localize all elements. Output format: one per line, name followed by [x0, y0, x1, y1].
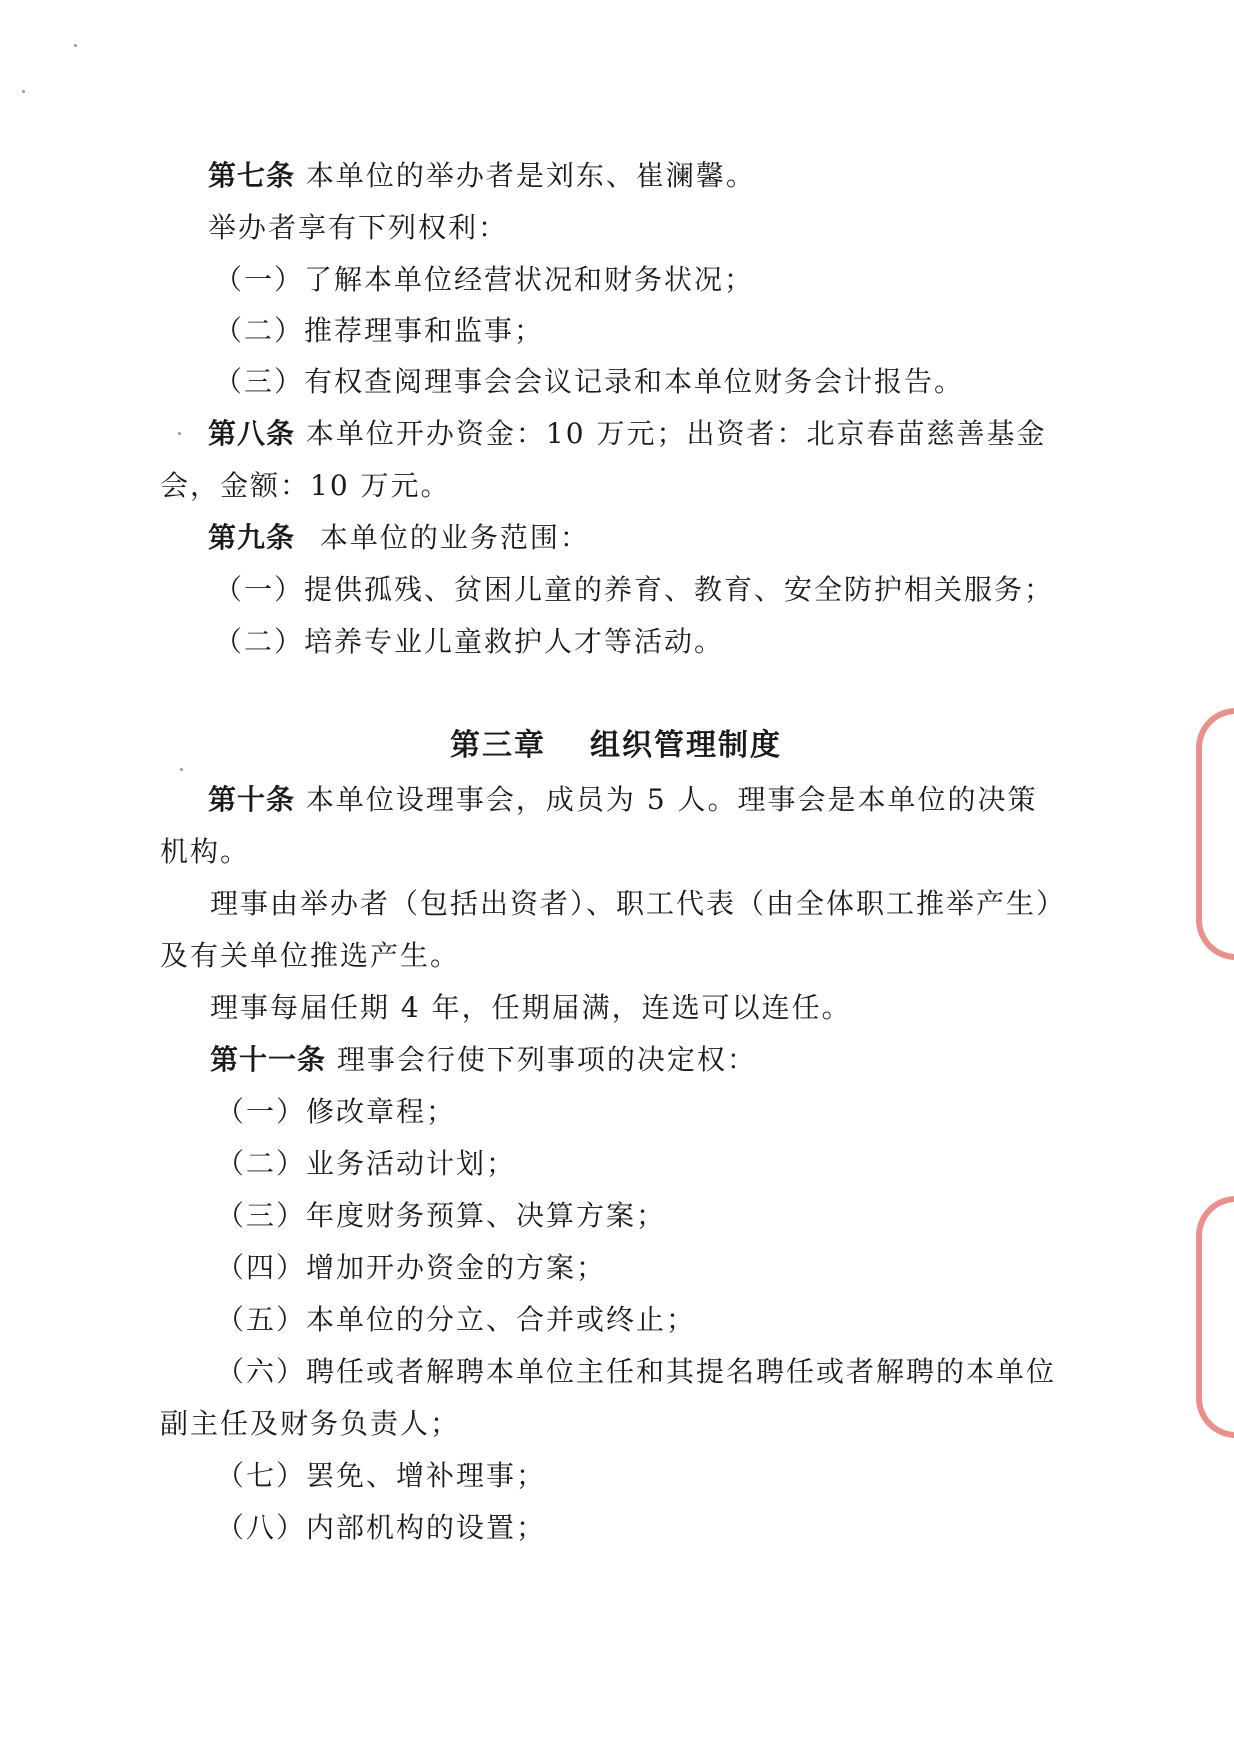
power-item-6: （六）聘任或者解聘本单位主任和其提名聘任或者解聘的本单位	[216, 1355, 1057, 1388]
article-label: 第七条	[208, 159, 296, 192]
article-10	[208, 782, 1038, 818]
power-item-4: （四）增加开办资金的方案；	[216, 1251, 607, 1284]
article-11	[210, 1042, 757, 1078]
scan-speck	[22, 90, 25, 93]
board-term: 理事每届任期 4 年，任期届满，连选可以连任。	[210, 991, 852, 1024]
rights-item-2: （二）推荐理事和监事；	[214, 314, 545, 347]
red-seal-stamp	[1196, 1196, 1234, 1438]
scan-speck	[178, 432, 181, 435]
article-label: 第九条	[208, 521, 296, 554]
rights-item-3: （三）有权查阅理事会会议记录和本单位财务会计报告。	[214, 365, 965, 398]
article-label: 第八条	[208, 417, 296, 450]
article-text: 本单位的举办者是刘东、崔澜馨。	[305, 159, 756, 192]
power-item-8: （八）内部机构的设置；	[216, 1511, 547, 1544]
scope-item-1: （一）提供孤残、贫困儿童的养育、教育、安全防护相关服务；	[214, 573, 1055, 606]
rights-item-1: （一）了解本单位经营状况和财务状况；	[214, 263, 755, 296]
power-item-7: （七）罢免、增补理事；	[216, 1459, 547, 1492]
article-8-continued: 会，金额：10 万元。	[160, 469, 451, 502]
article-8	[208, 416, 1046, 452]
article-text: 本单位的业务范围：	[319, 521, 590, 554]
board-selection-continued: 及有关单位推选产生。	[160, 939, 461, 972]
article-text: 本单位开办资金：10 万元；出资者：北京春苗慈善基金	[305, 417, 1047, 450]
article-text: 本单位设理事会，成员为 5 人。理事会是本单位的决策	[305, 783, 1038, 816]
red-seal-stamp	[1196, 708, 1234, 960]
chapter-title: 组织管理制度	[590, 728, 782, 763]
power-item-5: （五）本单位的分立、合并或终止；	[216, 1303, 697, 1336]
scan-speck	[180, 768, 183, 771]
chapter-number: 第三章	[450, 728, 546, 763]
board-selection: 理事由举办者（包括出资者）、职工代表（由全体职工推举产生）	[210, 887, 1067, 920]
article-9	[208, 520, 590, 556]
article-label: 第十一条	[210, 1043, 327, 1076]
article-10-continued: 机构。	[160, 835, 251, 868]
power-item-6-continued: 副主任及财务负责人；	[160, 1407, 461, 1440]
article-7	[208, 158, 756, 194]
scan-speck	[74, 44, 77, 47]
power-item-1: （一）修改章程；	[216, 1095, 457, 1128]
article-label: 第十条	[208, 783, 296, 816]
rights-intro: 举办者享有下列权利：	[208, 211, 509, 244]
power-item-2: （二）业务活动计划；	[216, 1147, 517, 1180]
scope-item-2: （二）培养专业儿童救护人才等活动。	[214, 625, 725, 658]
article-text: 理事会行使下列事项的决定权：	[336, 1043, 757, 1076]
chapter-heading	[450, 728, 782, 764]
power-item-3: （三）年度财务预算、决算方案；	[216, 1199, 667, 1232]
